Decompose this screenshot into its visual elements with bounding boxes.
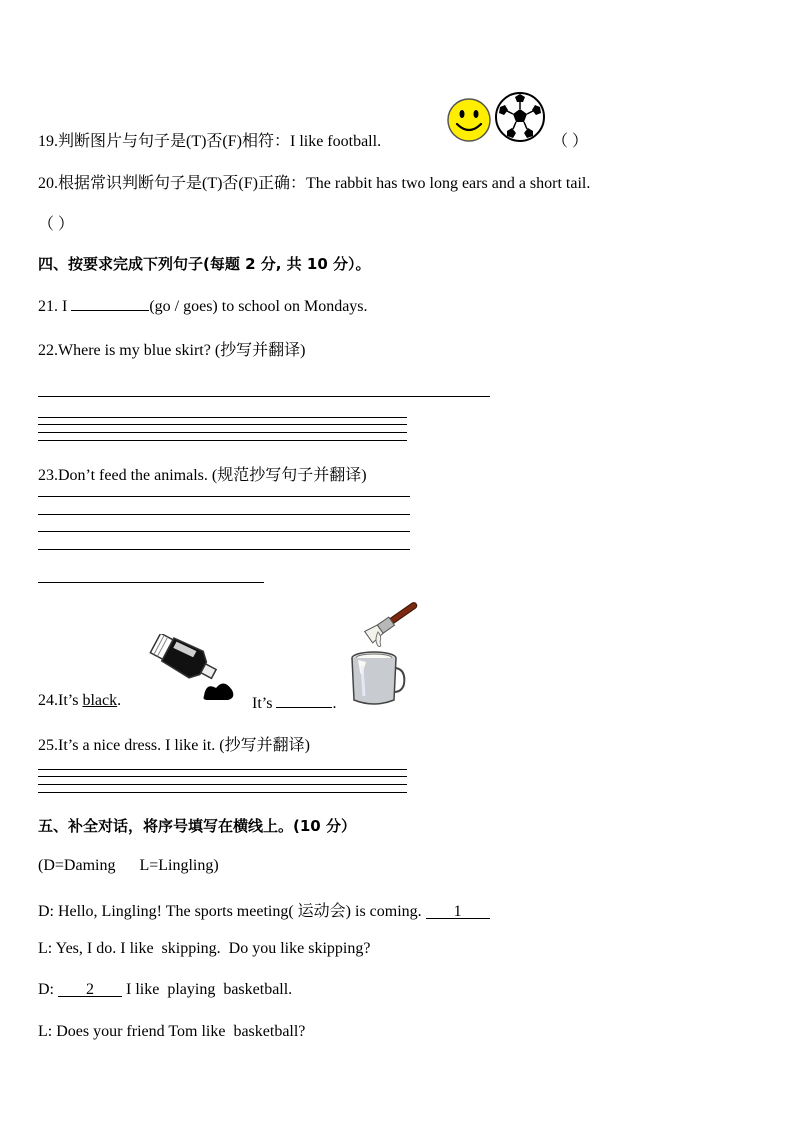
writing-line[interactable] xyxy=(38,784,407,785)
question-22: 22.Where is my blue skirt? (抄写并翻译) xyxy=(38,342,306,359)
writing-line[interactable] xyxy=(38,776,407,777)
writing-line[interactable] xyxy=(38,549,410,550)
question-19-answer-paren[interactable]: （ ） xyxy=(552,133,589,150)
dialogue-blank-2[interactable] xyxy=(58,981,122,997)
dialogue-blank-1-number: 1 xyxy=(453,903,462,920)
question-24-suffix: . xyxy=(117,692,122,709)
question-21-suffix: (go / goes) to school on Mondays. xyxy=(149,298,368,315)
writing-line[interactable] xyxy=(38,440,407,441)
question-19-text: 19.判断图片与句子是(T)否(F)相符：I like football. xyxy=(38,133,382,150)
dialogue-line-2: L: Yes, I do. I like skipping. Do you like skipping? xyxy=(38,940,371,957)
question-24-blank[interactable] xyxy=(276,692,332,708)
question-24-its: It’s xyxy=(252,695,273,712)
question-21-prefix: 21. I xyxy=(38,298,68,315)
question-24-prefix: 24.It’s xyxy=(38,692,83,709)
dialogue-blank-1[interactable] xyxy=(426,903,490,919)
dialogue-line-1 xyxy=(38,898,490,921)
dialogue-line-3-speaker: D: xyxy=(38,981,54,998)
answer-line[interactable] xyxy=(38,582,264,583)
section-5-heading: 五、补全对话，将序号填写在横线上。(10 分） xyxy=(38,817,356,835)
writing-line[interactable] xyxy=(38,496,410,497)
question-23: 23.Don’t feed the animals. (规范抄写句子并翻译) xyxy=(38,467,367,484)
question-20-answer-paren[interactable]: （ ） xyxy=(38,216,75,233)
smiley-face-icon xyxy=(446,97,492,143)
dialogue-line-3-text: I like playing basketball. xyxy=(126,981,293,998)
question-19 xyxy=(38,128,381,151)
writing-line[interactable] xyxy=(38,531,410,532)
question-20: 20.根据常识判断句子是(T)否(F)正确：The rabbit has two long ears and a short tail. xyxy=(38,175,591,192)
dialogue-line-4: L: Does your friend Tom like basketball? xyxy=(38,1023,306,1040)
answer-line[interactable] xyxy=(38,396,490,397)
paint-bucket-brush-icon xyxy=(344,602,428,708)
writing-line[interactable] xyxy=(38,417,407,418)
writing-line[interactable] xyxy=(38,432,407,433)
question-24-color-word: black xyxy=(82,692,118,709)
soccer-ball-icon xyxy=(494,91,546,143)
question-21-blank[interactable] xyxy=(71,295,149,311)
paint-tube-icon xyxy=(144,634,240,702)
section-4-heading: 四、按要求完成下列句子(每题 2 分, 共 10 分）。 xyxy=(38,255,371,273)
question-24-second-sentence xyxy=(252,692,336,713)
writing-line[interactable] xyxy=(38,769,407,770)
dialogue-line-1-text: D: Hello, Lingling! The sports meeting( 运动会) is coming. xyxy=(38,903,422,920)
question-24 xyxy=(38,692,121,710)
dialogue-blank-2-number: 2 xyxy=(86,981,94,998)
dialogue-line-3 xyxy=(38,981,292,999)
writing-line[interactable] xyxy=(38,514,410,515)
writing-line[interactable] xyxy=(38,792,407,793)
question-25: 25.It’s a nice dress. I like it. (抄写并翻译) xyxy=(38,737,310,754)
question-24-end: . xyxy=(332,695,337,712)
dialogue-legend: (D=Daming L=Lingling) xyxy=(38,857,219,874)
question-21 xyxy=(38,295,368,316)
writing-line[interactable] xyxy=(38,424,407,425)
